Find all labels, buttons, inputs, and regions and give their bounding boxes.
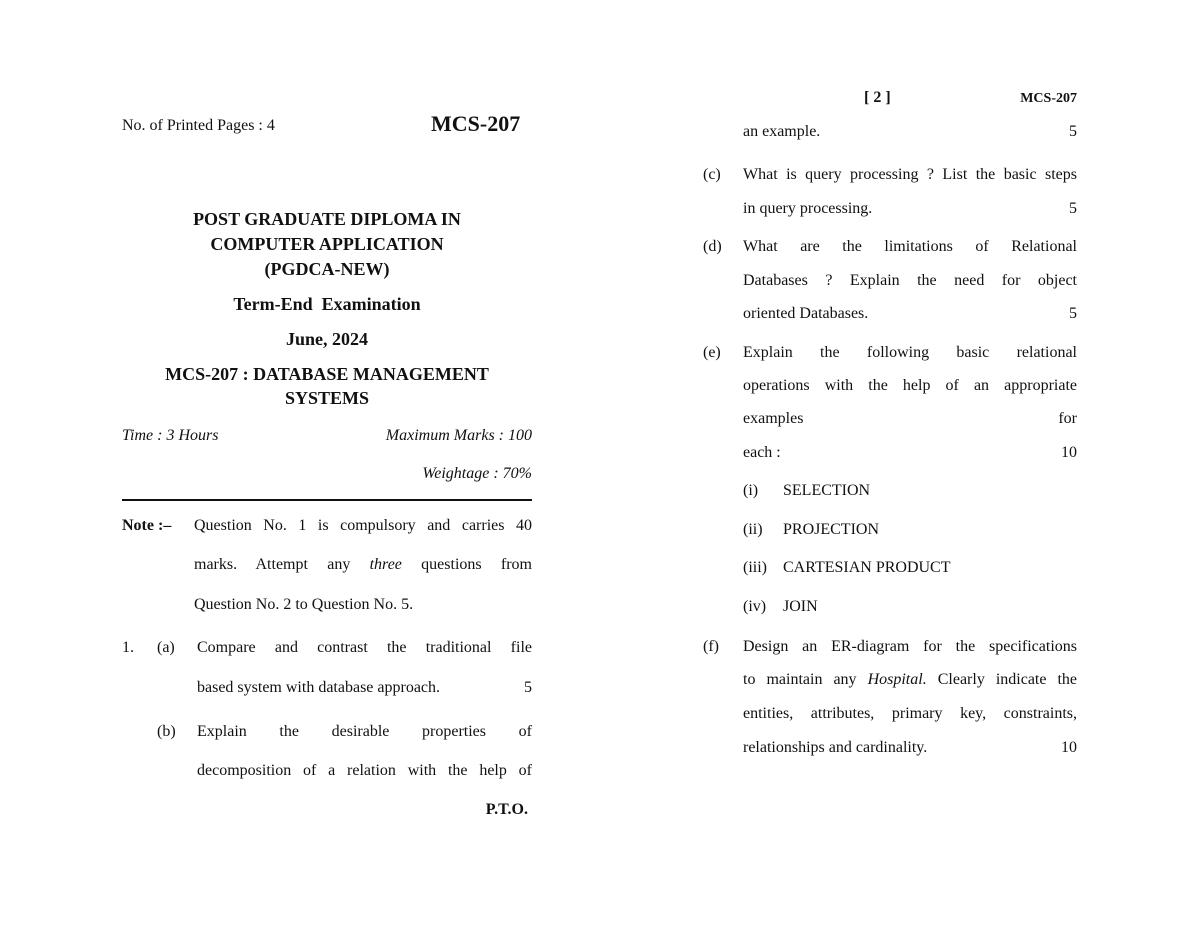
title-line-2: COMPUTER APPLICATION	[210, 234, 444, 254]
page-number: [ 2 ]	[864, 89, 891, 106]
question-1e-item-iv-text: JOIN	[783, 598, 818, 615]
question-1a-line-2: based system with database approach.	[197, 679, 441, 696]
question-1a-marks: 5	[524, 679, 532, 696]
max-marks: Maximum Marks : 100	[385, 427, 532, 444]
question-1e-marks: 10	[1061, 444, 1077, 461]
question-1d-line-1: What are the limitations of Relational	[743, 238, 1077, 255]
question-1d-line-2: Databases ? Explain the need for object	[743, 272, 1077, 289]
question-1e-line-3: examples for	[743, 410, 1077, 427]
question-1-number: 1.	[122, 639, 134, 656]
question-1f-label: (f)	[703, 638, 719, 655]
question-1d-marks: 5	[1069, 305, 1077, 322]
question-1e-item-i-text: SELECTION	[783, 482, 871, 499]
question-1c-line-2: in query processing.	[743, 200, 873, 217]
question-1b-label: (b)	[157, 723, 176, 740]
question-1e-item-ii-text: PROJECTION	[783, 521, 880, 538]
question-1c-label: (c)	[703, 166, 721, 183]
programme-title	[122, 207, 532, 282]
time-allowed: Time : 3 Hours	[122, 427, 219, 444]
question-1b-marks: 5	[1069, 123, 1077, 140]
question-1e-line-4: each :	[743, 444, 781, 461]
header-divider	[122, 499, 532, 501]
printed-pages: No. of Printed Pages : 4	[122, 117, 275, 134]
question-1c-marks: 5	[1069, 200, 1077, 217]
question-1c-line-1: What is query processing ? List the basic steps	[743, 166, 1077, 183]
subject-title	[122, 362, 532, 410]
pto: P.T.O.	[485, 801, 528, 818]
question-1e-line-1: Explain the following basic relational	[743, 344, 1077, 361]
title-line-3: (PGDCA-NEW)	[264, 259, 390, 279]
note-emphasis: three	[369, 556, 402, 573]
question-1e-line-2: operations with the help of an appropriate	[743, 377, 1077, 394]
question-1b-line-1: Explain the desirable properties of	[197, 723, 532, 740]
question-1f-line-2-start: to maintain any	[743, 671, 857, 688]
question-1f-line-3: entities, attributes, primary key, constraints,	[743, 705, 1077, 722]
question-1f-line-4: relationships and cardinality.	[743, 739, 928, 756]
question-1f-line-2	[743, 671, 1077, 689]
title-line-1: POST GRADUATE DIPLOMA IN	[193, 209, 461, 229]
note-line-2-end: questions from	[421, 556, 532, 573]
question-1b-line-2: decomposition of a relation with the help of	[197, 762, 532, 779]
question-1a-line-1: Compare and contrast the traditional file	[197, 639, 532, 656]
question-1e-item-ii-label: (ii)	[743, 521, 763, 538]
question-1f-marks: 10	[1061, 739, 1077, 756]
note-line-3: Question No. 2 to Question No. 5.	[194, 596, 414, 613]
note-label: Note :–	[122, 517, 172, 534]
question-1f-emphasis: Hospital.	[867, 671, 927, 688]
exam-date: June, 2024	[285, 329, 368, 349]
question-1b-continued: an example.	[743, 123, 821, 140]
subject-line-1: MCS-207 : DATABASE MANAGEMENT	[165, 364, 489, 384]
note-line-2-start: marks. Attempt any	[194, 556, 351, 573]
question-1d-line-3: oriented Databases.	[743, 305, 869, 322]
question-1d-label: (d)	[703, 238, 722, 255]
running-code: MCS-207	[1020, 91, 1077, 106]
question-1f-line-2-end: Clearly indicate the	[937, 671, 1078, 688]
question-1f-line-1: Design an ER-diagram for the specifications	[743, 638, 1077, 655]
paper-code: MCS-207	[431, 111, 521, 136]
question-1e-item-iv-label: (iv)	[743, 598, 767, 615]
question-1e-label: (e)	[703, 344, 721, 361]
note-line-2	[194, 556, 532, 574]
question-1e-item-iii-label: (iii)	[743, 559, 767, 576]
question-1e-item-iii-text: CARTESIAN PRODUCT	[783, 559, 951, 576]
note-line-1: Question No. 1 is compulsory and carries 40	[194, 517, 532, 534]
question-1e-item-i-label: (i)	[743, 482, 759, 499]
question-1a-label: (a)	[157, 639, 175, 656]
weightage: Weightage : 70%	[422, 465, 532, 482]
exam-title: Term-End Examination	[233, 294, 421, 314]
subject-line-2: SYSTEMS	[284, 388, 370, 408]
